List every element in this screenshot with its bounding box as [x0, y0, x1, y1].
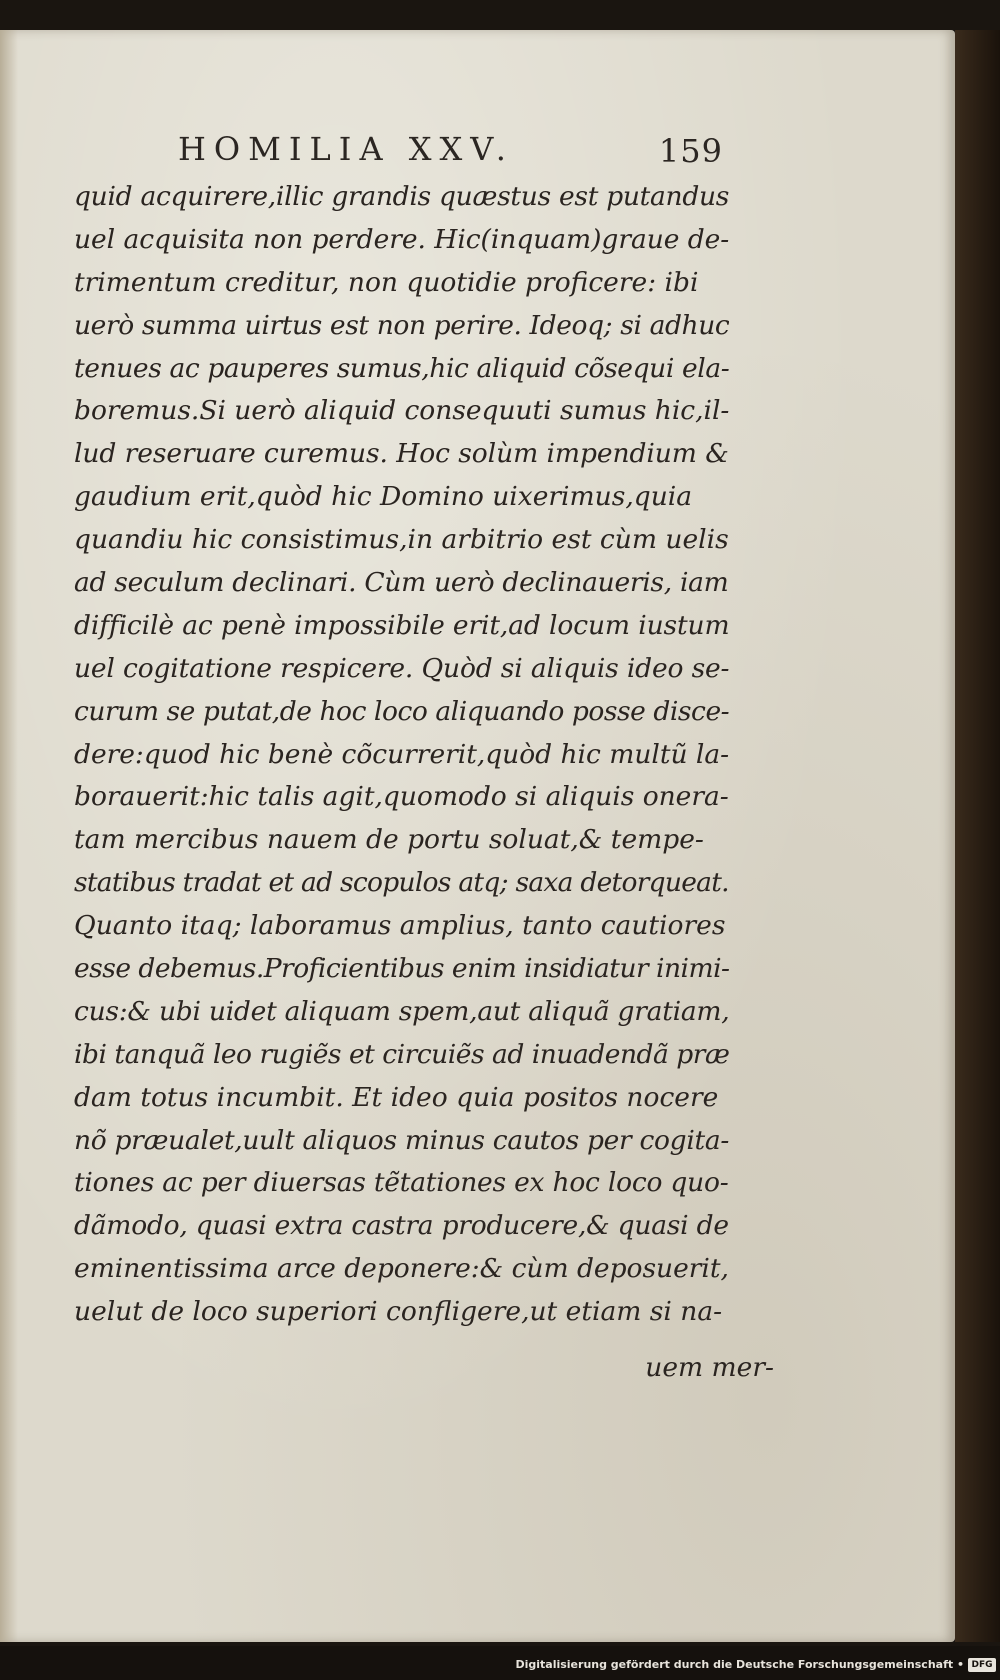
- running-head: HOMILIA XXV.: [178, 130, 514, 168]
- page-number: 159: [658, 132, 723, 170]
- text-line: lud reseruare curemus. Hoc solùm impendium &: [74, 438, 729, 470]
- text-line: dãmodo, quasi extra castra producere,& quasi de: [74, 1210, 729, 1242]
- catchword: uem mer-: [645, 1352, 774, 1383]
- text-line: eminentissima arce deponere:& cùm deposuerit,: [74, 1253, 729, 1285]
- text-line: dam totus incumbit. Et ideo quia positos nocere: [74, 1081, 719, 1113]
- text-line: tenues ac pauperes sumus,hic aliquid cõsequi ela-: [74, 352, 729, 384]
- text-line: ad seculum declinari. Cùm uerò declinaueris, iam: [74, 567, 729, 599]
- text-line: uel acquisita non perdere. Hic(inquam)graue de-: [74, 223, 729, 255]
- text-line: tam mercibus nauem de portu soluat,& tempe-: [74, 824, 704, 856]
- text-line: cus:& ubi uidet aliquam spem,aut aliquã gratiam,: [74, 995, 729, 1027]
- text-line: gaudium erit,quòd hic Domino uixerimus,quia: [74, 481, 693, 513]
- text-line: boremus.Si uerò aliquid consequuti sumus hic,il-: [74, 395, 729, 427]
- body-text: [74, 176, 729, 1334]
- text-line: difficilè ac penè impossibile erit,ad locum iustum: [74, 609, 729, 641]
- text-line: uerò summa uirtus est non perire. Ideoq; si adhuc: [74, 309, 729, 341]
- text-line: uel cogitatione respicere. Quòd si aliquis ideo se-: [74, 652, 729, 684]
- footer-bar: [0, 1646, 1000, 1680]
- text-line: quid acquirere,illic grandis quæstus est putandus: [74, 181, 729, 212]
- text-line: quandiu hic consistimus,in arbitrio est cùm uelis: [74, 524, 729, 556]
- page-header: [178, 130, 723, 176]
- text-line: nõ præualet,uult aliquos minus cautos per cogita-: [74, 1124, 729, 1156]
- text-line: dere:quod hic benè cõcurrerit,quòd hic multũ la-: [74, 738, 729, 770]
- text-line: curum se putat,de hoc loco aliquando posse disce-: [74, 695, 729, 727]
- book-spine: [955, 30, 1000, 1642]
- text-line: borauerit:hic talis agit,quomodo si aliquis onera-: [74, 781, 729, 813]
- text-line: Quanto itaq; laboramus amplius, tanto cautiores: [74, 910, 726, 942]
- page-left-edge: [0, 30, 18, 1642]
- text-line: ibi tanquã leo rugiẽs et circuiẽs ad inuadendã præ: [74, 1038, 729, 1070]
- dfg-logo: DFG: [968, 1658, 996, 1672]
- funding-credit: Digitalisierung gefördert durch die Deutsche Forschungsgemeinschaft •: [515, 1658, 964, 1671]
- text-line: trimentum creditur, non quotidie proficere: ibi: [74, 266, 699, 298]
- text-line: tiones ac per diuersas tẽtationes ex hoc loco quo-: [74, 1167, 729, 1199]
- text-line: uelut de loco superiori confligere,ut etiam si na-: [74, 1296, 723, 1328]
- text-line: esse debemus.Proficientibus enim insidiatur inimi-: [74, 953, 729, 985]
- text-line: statibus tradat et ad scopulos atq; saxa detorqueat.: [74, 867, 729, 899]
